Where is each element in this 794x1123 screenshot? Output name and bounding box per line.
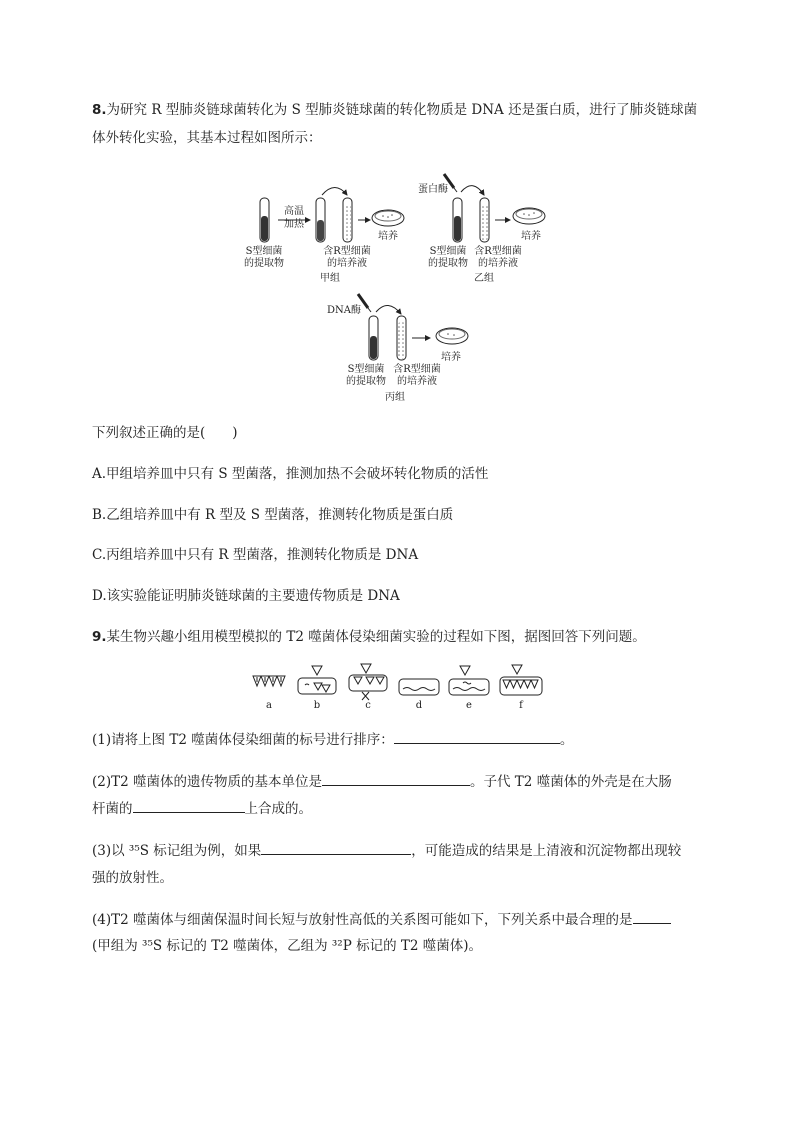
label-f: f (519, 700, 523, 711)
q9-sub4-answer-blank[interactable] (633, 909, 671, 924)
q9-stem (92, 623, 702, 651)
q8-number: 8. (92, 102, 107, 118)
q9-sub2-line1 (92, 768, 702, 796)
group-c-r-label-2: 的培养液 (397, 376, 437, 387)
group-a-treatment-2: 加热 (284, 219, 304, 230)
group-a-culture: 培养 (378, 231, 398, 242)
q9-sub3-text-2: ，可能造成的结果是上清液和沉淀物都出现较 (411, 843, 682, 859)
group-a (244, 188, 404, 285)
group-b-treatment: 蛋白酶 (418, 184, 448, 195)
group-b-r-label-2: 的培养液 (478, 258, 518, 269)
model-b (298, 666, 336, 694)
group-b-culture: 培养 (521, 231, 541, 242)
q8-option-d[interactable]: D.该实验能证明肺炎链球菌的主要遗传物质是 DNA (92, 588, 400, 604)
petri-dish (436, 328, 468, 344)
q9-sub2-text: (2)T2 噬菌体的遗传物质的基本单位是 (92, 774, 323, 790)
q8-stem-text1: 为研究 R 型肺炎链球菌转化为 S 型肺炎链球菌的转化物质是 DNA 还是蛋白质，进行了肺炎链球菌 (106, 102, 698, 118)
group-c-s-label-1: S型细菌 (347, 364, 385, 375)
tube-s-extract (369, 316, 378, 360)
q9-sub2-answer-blank-2[interactable] (133, 798, 245, 813)
q9-sub3-line1 (92, 837, 702, 865)
q9-sub2-line2 (92, 795, 702, 823)
petri-dish (513, 208, 545, 224)
group-a-s-label-1: S型细菌 (245, 246, 283, 257)
q8-experiment-figure (230, 170, 560, 410)
tube-r-culture (343, 198, 352, 242)
label-a: a (266, 700, 272, 711)
q9-sub2-text-2: 。子代 T2 噬菌体的外壳是在大肠 (470, 774, 672, 790)
q9-sub1-text: (1)请将上图 T2 噬菌体侵染细菌的标号进行排序： (92, 732, 394, 748)
q9-sub2-text-3: 杆菌的 (92, 801, 133, 817)
q9-sub4-text: (4)T2 噬菌体与细菌保温时间长短与放射性高低的关系图可能如下，下列关系中最合理的是 (92, 912, 633, 928)
q9-sub2-answer-blank-1[interactable] (322, 771, 470, 786)
q9-sub1-end: 。 (559, 732, 574, 748)
model-a (253, 676, 285, 686)
group-a-r-label-2: 的培养液 (327, 258, 367, 269)
q8-prompt: 下列叙述正确的是( ) (92, 425, 238, 441)
group-b-s-label-2: 的提取物 (428, 258, 468, 269)
group-a-treatment-1: 高温 (284, 206, 304, 217)
group-c-r-label-1: 含R型细菌 (393, 364, 441, 375)
label-d: d (415, 700, 423, 711)
model-f (500, 665, 542, 695)
group-c (327, 294, 468, 403)
group-c-culture: 培养 (441, 352, 461, 363)
petri-dish (372, 210, 404, 226)
model-e (449, 666, 489, 695)
model-d (399, 679, 439, 695)
q9-sub3-line2: 强的放射性。 (92, 870, 173, 886)
group-c-treatment: DNA酶 (327, 305, 361, 316)
q9-sub4-line2: (甲组为 ³⁵S 标记的 T2 噬菌体，乙组为 ³²P 标记的 T2 噬菌体)。 (92, 938, 483, 954)
model-c (349, 664, 387, 700)
group-b (418, 174, 545, 284)
q9-sub3-text: (3)以 ³⁵S 标记组为例，如果 (92, 843, 262, 859)
label-b: b (313, 700, 321, 711)
tube-r-culture (480, 198, 489, 242)
group-c-name: 丙组 (385, 392, 405, 403)
tube-s-extract (453, 198, 462, 242)
q9-sub3-answer-blank[interactable] (261, 840, 411, 855)
q8-option-b[interactable]: B.乙组培养皿中有 R 型及 S 型菌落，推测转化物质是蛋白质 (92, 507, 454, 523)
group-b-s-label-1: S型细菌 (429, 246, 467, 257)
q9-sub4-line1 (92, 906, 702, 934)
q8-option-c[interactable]: C.丙组培养皿中只有 R 型菌落，推测转化物质是 DNA (92, 547, 419, 563)
tube-r-culture (397, 316, 406, 360)
tube-s-extract (260, 198, 269, 242)
label-c: c (365, 700, 371, 711)
q8-stem-line2: 体外转化实验，其基本过程如图所示： (92, 130, 322, 146)
q8-option-a[interactable]: A.甲组培养皿中只有 S 型菌落，推测加热不会破坏转化物质的活性 (92, 466, 489, 482)
group-a-r-label-1: 含R型细菌 (323, 246, 371, 257)
tube-s-heated (316, 198, 325, 242)
group-b-name: 乙组 (474, 273, 494, 284)
q9-sub1 (92, 726, 702, 754)
group-c-s-label-2: 的提取物 (346, 376, 386, 387)
q9-stem-text: 某生物兴趣小组用模型模拟的 T2 噬菌体侵染细菌实验的过程如下图，据图回答下列问题。 (106, 629, 646, 645)
q9-number: 9. (92, 629, 107, 645)
q9-sub1-answer-blank[interactable] (394, 729, 560, 744)
group-a-s-label-2: 的提取物 (244, 258, 284, 269)
label-e: e (466, 700, 472, 711)
group-b-r-label-1: 含R型细菌 (474, 246, 522, 257)
q9-phage-model-figure (250, 662, 550, 712)
q9-sub2-text-4: 上合成的。 (244, 801, 312, 817)
group-a-name: 甲组 (320, 273, 340, 284)
q8-stem-line1 (92, 96, 702, 124)
